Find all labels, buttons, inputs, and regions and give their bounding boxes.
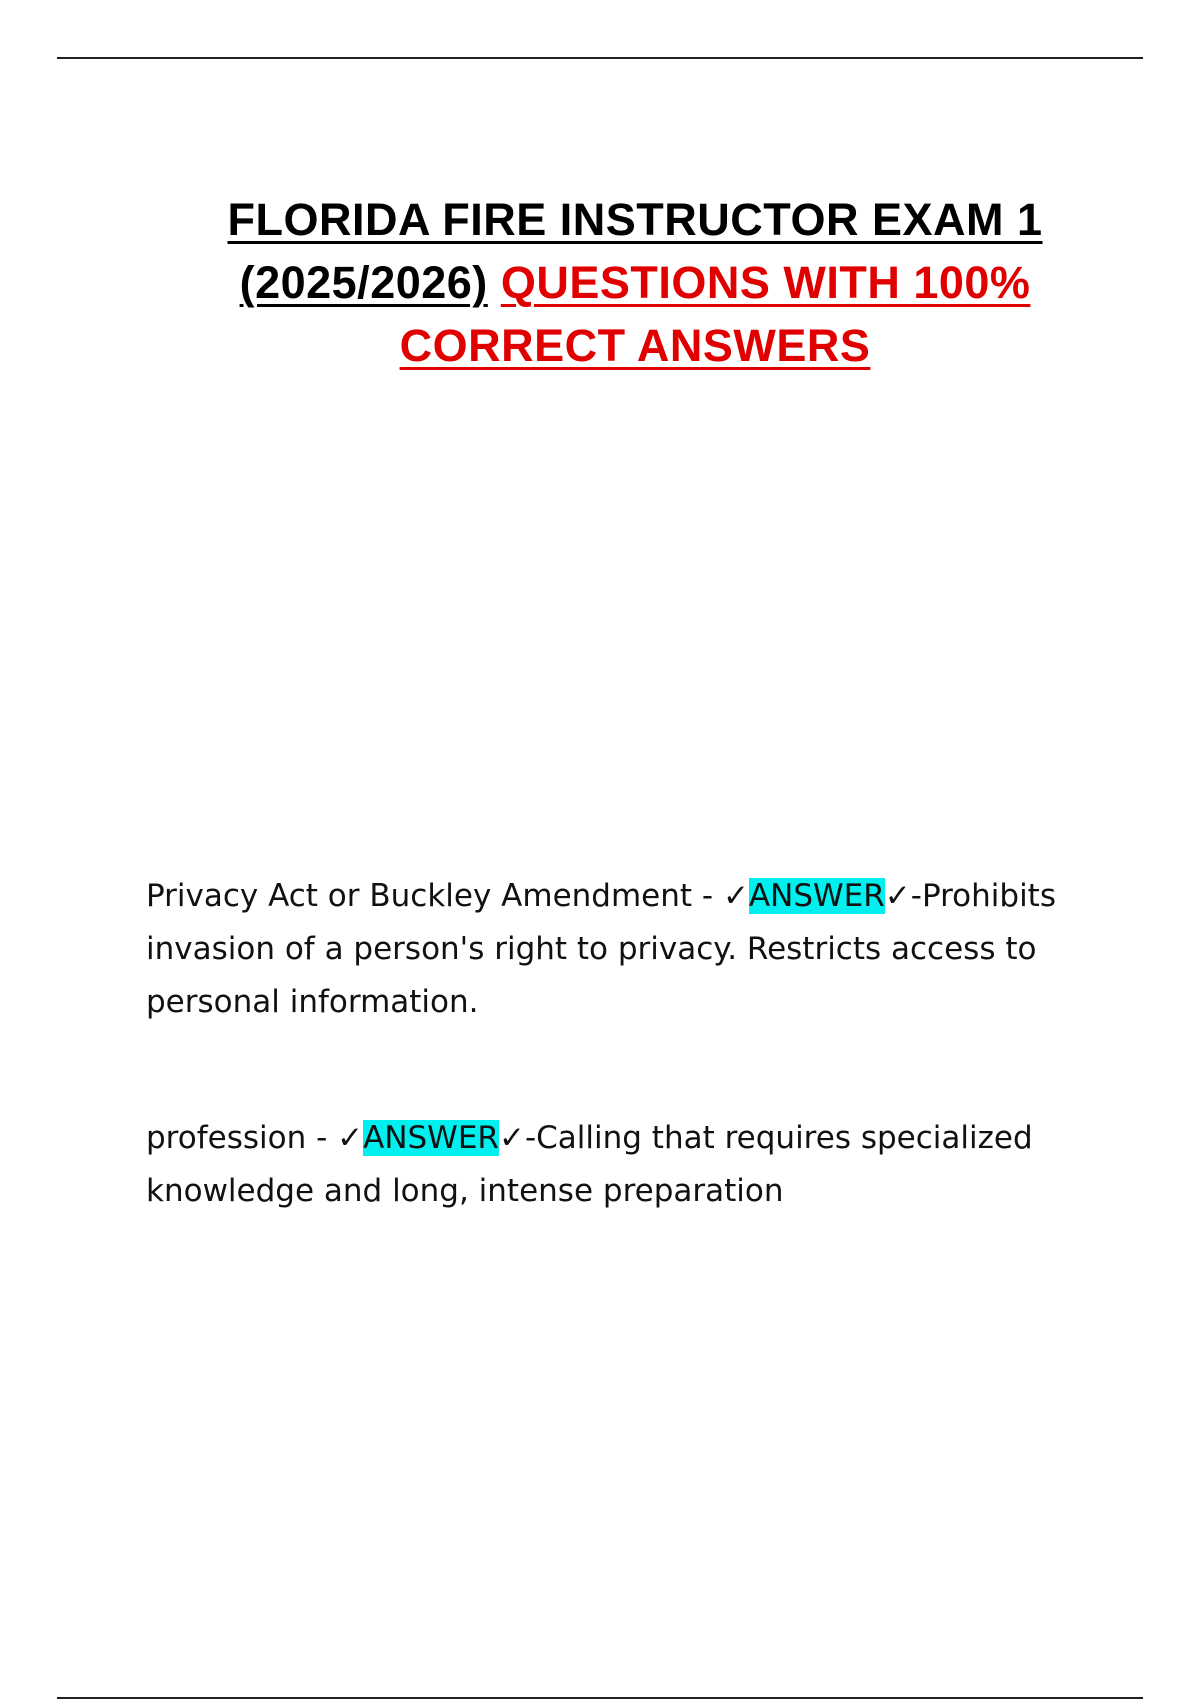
check-icon: ✓ bbox=[722, 878, 749, 914]
qa-term: Privacy Act or Buckley Amendment - bbox=[146, 878, 723, 914]
qa-definition: -Calling that requires specialized knowledge and long, intense preparation bbox=[146, 1120, 1033, 1209]
qa-item bbox=[146, 1112, 1086, 1218]
qa-term: profession - bbox=[146, 1120, 338, 1156]
title-black-line2: (2025/2026) bbox=[239, 257, 488, 308]
top-rule bbox=[57, 57, 1143, 59]
answer-label: ANSWER bbox=[748, 878, 885, 914]
document-title bbox=[140, 188, 1130, 377]
bottom-rule bbox=[57, 1697, 1143, 1699]
check-icon: ✓ bbox=[498, 1120, 525, 1156]
check-icon: ✓ bbox=[337, 1120, 364, 1156]
qa-definition: -Prohibits invasion of a person's right to privacy. Restricts access to personal information. bbox=[146, 878, 1056, 1020]
title-black-line1: FLORIDA FIRE INSTRUCTOR EXAM 1 bbox=[227, 194, 1043, 245]
qa-item bbox=[146, 870, 1086, 1029]
check-icon: ✓ bbox=[884, 878, 911, 914]
answer-label: ANSWER bbox=[363, 1120, 499, 1156]
title-red-part: QUESTIONS WITH 100% CORRECT ANSWERS bbox=[399, 257, 1031, 371]
